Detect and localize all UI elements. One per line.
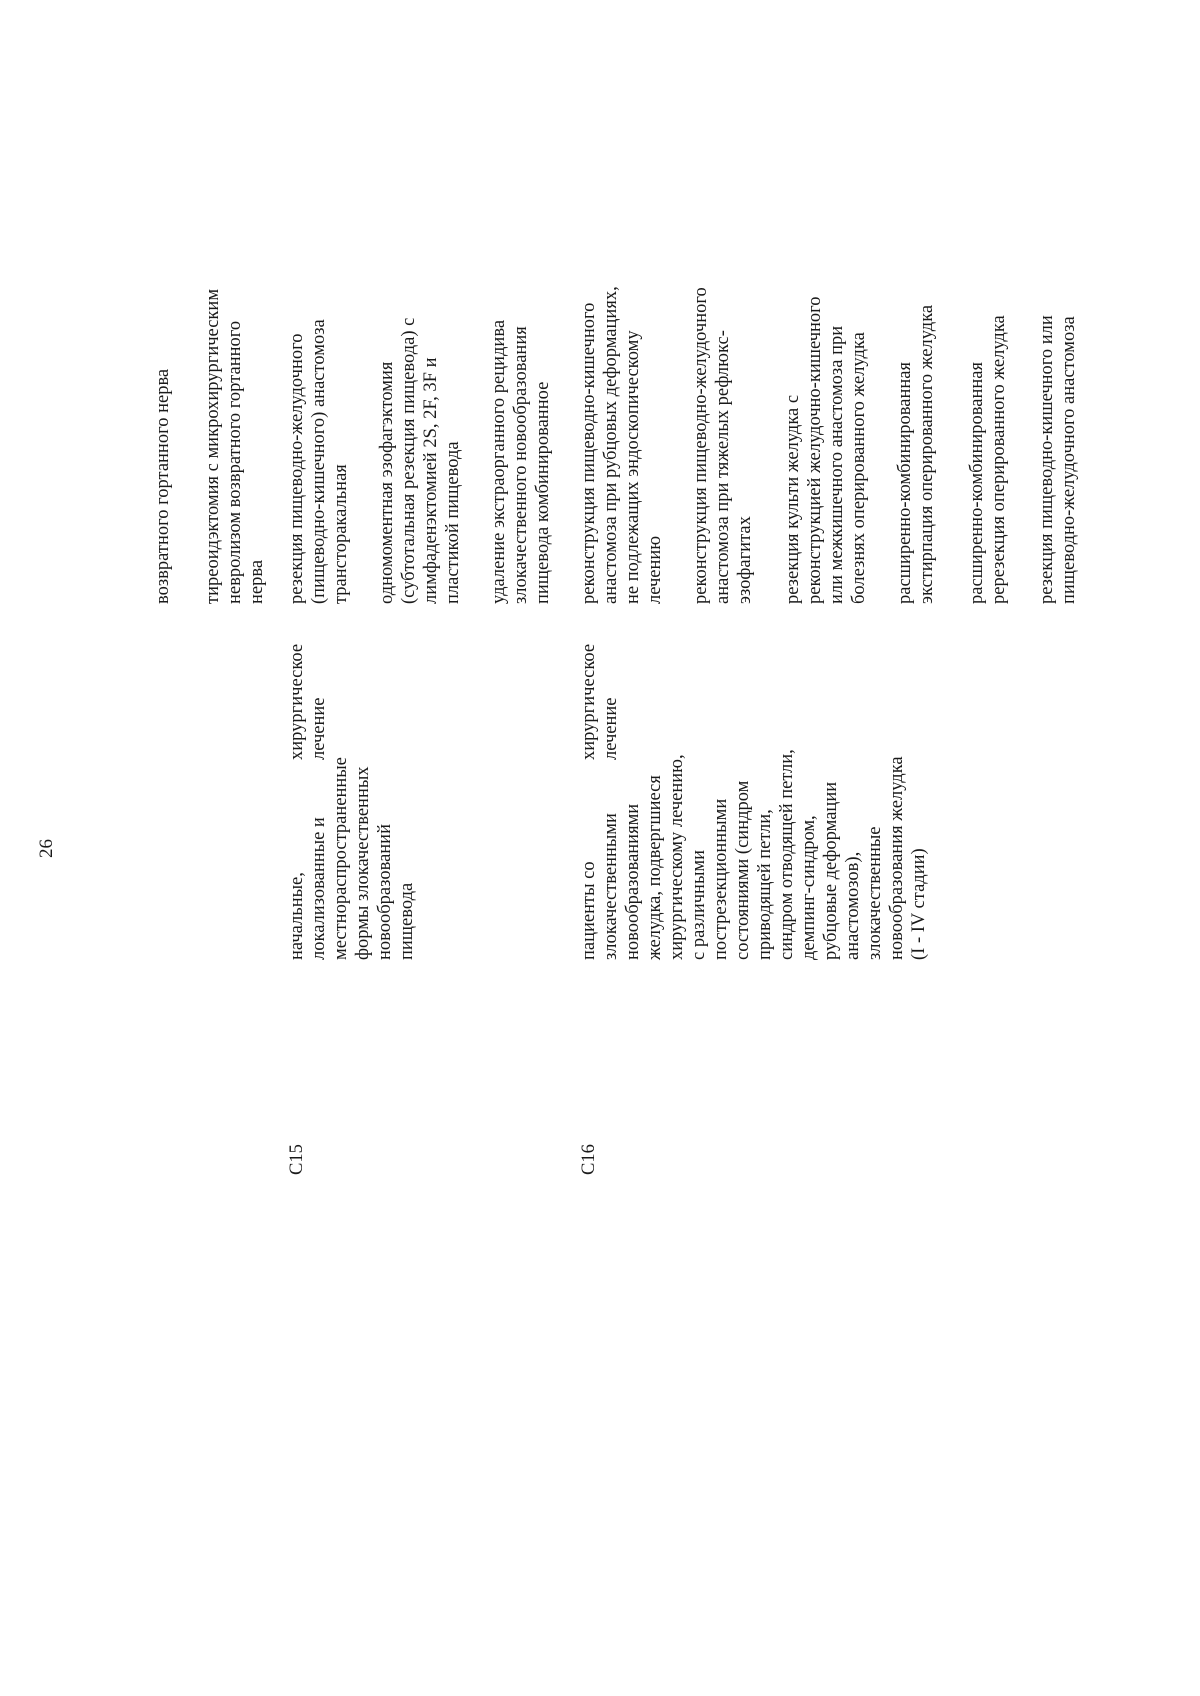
intro-procedure-text: тиреоидэктомия с микрохирургическим невролизом возвратного гортанного нерва <box>203 288 267 604</box>
c16-method-5: расширенно-комбинированная ререзекция оперированного желудка <box>967 315 1009 604</box>
c16-code: C16 <box>579 1144 599 1175</box>
c16-method-2: реконструкция пищеводно-желудочного анастомоза при тяжелых рефлюкс- эзофагитах <box>691 287 755 604</box>
c15-code: C15 <box>287 1144 307 1175</box>
c16-method-3: резекция культи желудка с реконструкцией желудочно-кишечного или межкишечного анастомоза при болезнях оперированного желудка <box>783 296 869 604</box>
c16-method-1: реконструкция пищеводно-кишечного анастомоза при рубцовых деформациях, не подлежащих эндоскопическому лечению <box>579 286 665 604</box>
c16-method-6: резекция пищеводно-кишечного или пищеводно-желудочного анастомоза <box>1037 315 1079 604</box>
c15-method-3: удаление экстраорганного рецидива злокачественного новообразования пищевода комбинированное <box>489 319 553 604</box>
c16-treatment-type: хирургическое лечение <box>579 643 621 760</box>
c15-patient-model: начальные, локализованные и местнораспространенные формы злокачественных новообразований пищевода <box>287 757 417 960</box>
c15-method-1: резекция пищеводно-желудочного (пищеводно-кишечного) анастомоза трансторакальная <box>287 319 351 604</box>
c16-method-4: расширенно-комбинированная экстирпация оперированного желудка <box>895 304 937 604</box>
nerve-text: возвратного гортанного нерва <box>153 368 173 604</box>
c16-patient-model: пациенты со злокачественными новообразованиями желудка, подвергшиеся хирургическому лечению, с различными пострезекционными состояниями (синдром приводящей петли, синдром отводящей петли, демпинг-синдром, рубцовые деформации анастомозов), злокачественные новообразования желудка (I - IV стадии) <box>579 749 929 960</box>
c15-method-2: одномоментная эзофагэктомия (субтотальная резекция пищевода) с лимфаденэктомией 2S, 2F, 3F и пластикой пищевода <box>377 317 463 604</box>
page-number: 26 <box>36 839 57 858</box>
c15-treatment-type: хирургическое лечение <box>287 643 329 760</box>
